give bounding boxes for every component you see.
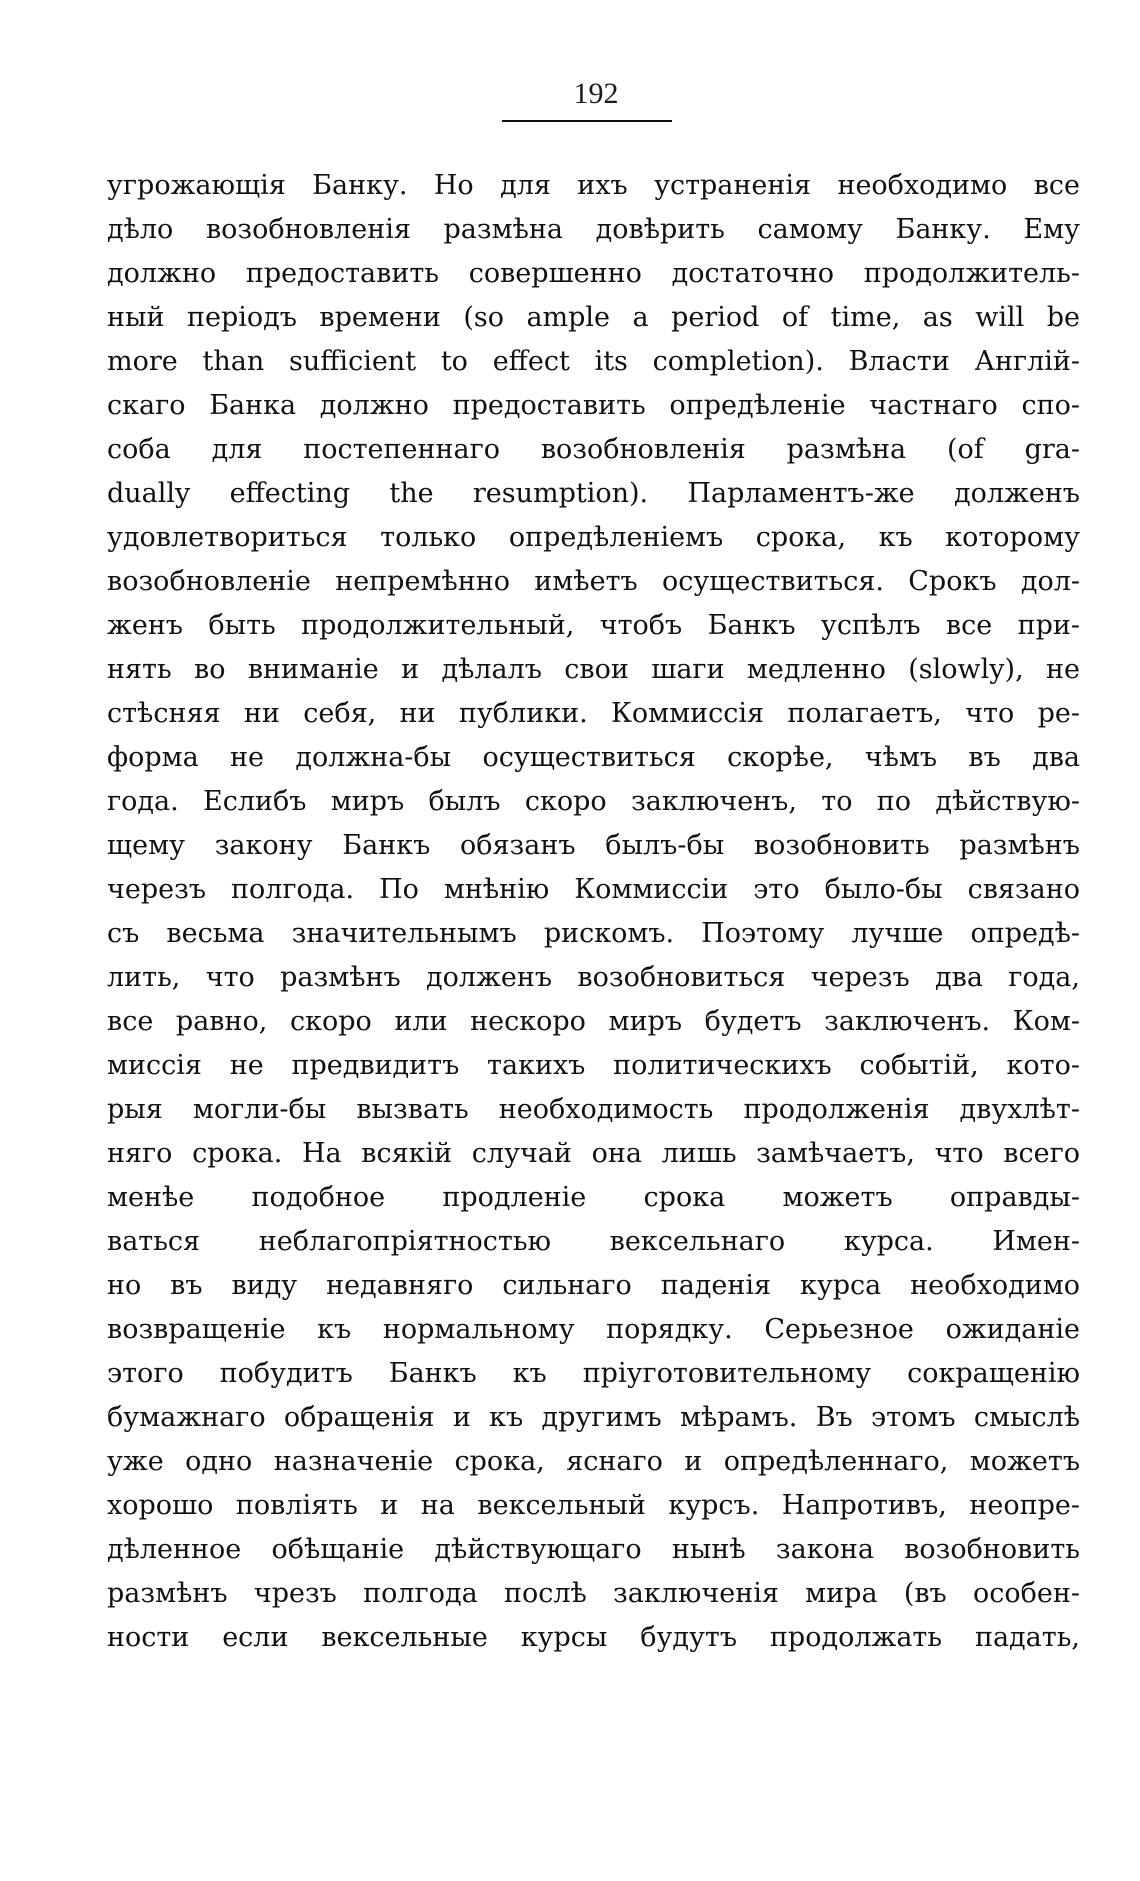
text-line: все равно, скоро или нескоро миръ будетъ заключенъ. Ком-: [107, 1006, 1080, 1037]
text-line: размѣнъ чрезъ полгода послѣ заключенія мира (въ особен-: [107, 1578, 1080, 1609]
text-line: няго срока. На всякій случай она лишь замѣчаетъ, что всего: [107, 1138, 1080, 1169]
text-line: рыя могли-бы вызвать необходимость продолженія двухлѣт-: [107, 1094, 1080, 1125]
text-line: нять во вниманіе и дѣлалъ свои шаги медленно (slowly), не: [107, 654, 1080, 685]
text-line: лить, что размѣнъ долженъ возобновиться черезъ два года,: [107, 962, 1080, 993]
text-line: женъ быть продолжительный, чтобъ Банкъ успѣлъ все при-: [107, 610, 1080, 641]
text-line: возобновленіе непремѣнно имѣетъ осуществиться. Срокъ дол-: [107, 566, 1080, 597]
body-text: [107, 164, 1080, 1660]
text-line: угрожающія Банку. Но для ихъ устраненія необходимо все: [107, 170, 1080, 201]
text-line: уже одно назначеніе срока, яснаго и опредѣленнаго, можетъ: [107, 1446, 1080, 1477]
text-line: dually effecting the resumption). Парламентъ-же долженъ: [107, 478, 1080, 509]
text-line: должно предоставить совершенно достаточно продолжитель-: [107, 258, 1080, 289]
text-line: more than sufficient to effect its completion). Власти Англій-: [107, 346, 1080, 377]
text-line: ности если вексельные курсы будутъ продолжать падать,: [107, 1622, 1080, 1653]
text-line: менѣе подобное продленіе срока можетъ оправды-: [107, 1182, 1080, 1213]
text-line: миссія не предвидитъ такихъ политическихъ событій, кото-: [107, 1050, 1080, 1081]
page-number-rule: [502, 120, 672, 122]
text-line: возвращеніе къ нормальному порядку. Серьезное ожиданіе: [107, 1314, 1080, 1345]
text-line: бумажнаго обращенія и къ другимъ мѣрамъ. Въ этомъ смыслѣ: [107, 1402, 1080, 1433]
text-line: года. Еслибъ миръ былъ скоро заключенъ, то по дѣйствую-: [107, 786, 1080, 817]
text-line: щему закону Банкъ обязанъ былъ-бы возобновить размѣнъ: [107, 830, 1080, 861]
text-line: черезъ полгода. По мнѣнію Коммиссіи это было-бы связано: [107, 874, 1080, 905]
text-line: скаго Банка должно предоставить опредѣленіе частнаго спо-: [107, 390, 1080, 421]
text-line: хорошо повліять и на вексельный курсъ. Напротивъ, неопре-: [107, 1490, 1080, 1521]
text-line: форма не должна-бы осуществиться скорѣе, чѣмъ въ два: [107, 742, 1080, 773]
text-line: этого побудитъ Банкъ къ пріуготовительному сокращенію: [107, 1358, 1080, 1389]
page-number: 192: [573, 77, 619, 110]
text-line: ный періодъ времени (so ample a period of time, as will be: [107, 302, 1080, 333]
text-line: но въ виду недавняго сильнаго паденія курса необходимо: [107, 1270, 1080, 1301]
text-line: удовлетвориться только опредѣленіемъ срока, къ которому: [107, 522, 1080, 553]
text-line: съ весьма значительнымъ рискомъ. Поэтому лучше опредѣ-: [107, 918, 1080, 949]
text-line: дѣло возобновленія размѣна довѣрить самому Банку. Ему: [107, 214, 1080, 245]
text-line: дѣленное обѣщаніе дѣйствующаго нынѣ закона возобновить: [107, 1534, 1080, 1565]
text-line: стѣсняя ни себя, ни публики. Коммиссія полагаетъ, что ре-: [107, 698, 1080, 729]
text-line: соба для постепеннаго возобновленія размѣна (of gra-: [107, 434, 1080, 465]
text-line: ваться неблагопріятностью вексельнаго курса. Имен-: [107, 1226, 1080, 1257]
